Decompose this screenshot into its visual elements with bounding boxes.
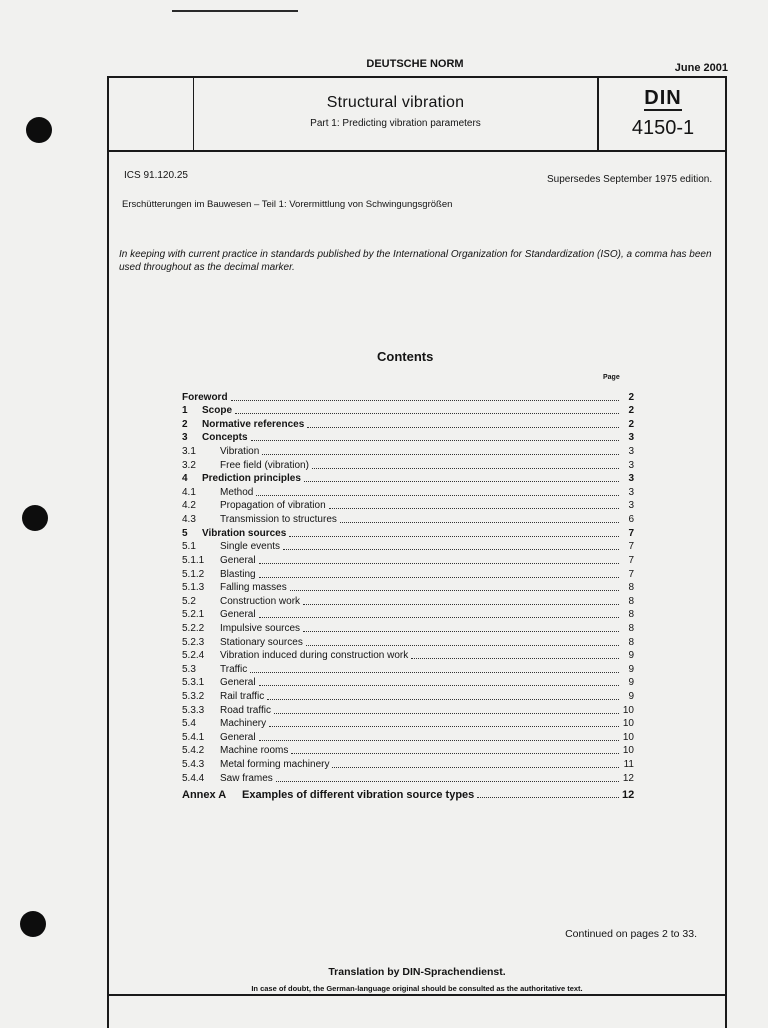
toc-entry-page: 12 <box>622 789 635 802</box>
scan-artifact-line <box>172 10 298 12</box>
toc-entry <box>182 621 634 635</box>
toc-entry <box>182 730 634 744</box>
toc-leader-dots <box>231 399 619 401</box>
toc-entry-title: Vibration sources <box>202 527 287 539</box>
toc-leader-dots <box>477 796 619 798</box>
toc-entry-number: 4 <box>182 473 188 485</box>
toc-entry-title: Normative references <box>202 418 305 430</box>
toc-entry <box>182 581 634 595</box>
toc-annex-entry <box>182 788 634 802</box>
toc-entry-number: 5.3.1 <box>182 677 205 689</box>
toc-entry-title: Road traffic <box>220 704 271 716</box>
toc-entry-number: 1 <box>182 405 188 417</box>
toc-entry-title: Vibration induced during construction work <box>220 650 409 662</box>
toc-entry-title: Method <box>220 486 254 498</box>
toc-entry-page: 7 <box>628 554 634 566</box>
toc-leader-dots <box>306 644 619 646</box>
contents-heading: Contents <box>377 349 434 364</box>
toc-leader-dots <box>250 671 619 673</box>
toc-entry-page: 7 <box>628 527 634 539</box>
toc-entry-number: 5.1.3 <box>182 582 205 594</box>
toc-entry-page: 3 <box>628 446 634 458</box>
toc-entry-page: 8 <box>628 636 634 648</box>
din-cell <box>597 78 727 150</box>
toc-entry <box>182 431 634 445</box>
toc-entry-number: 5.1.1 <box>182 554 205 566</box>
title-block <box>109 78 725 152</box>
toc-entry-page: 10 <box>622 704 634 716</box>
issue-date: June 2001 <box>674 62 728 74</box>
toc-leader-dots <box>304 480 619 482</box>
toc-entry-title: Examples of different vibration source types <box>242 789 475 802</box>
toc-entry-title: Metal forming machinery <box>220 759 330 771</box>
toc-entry-number: Annex A <box>182 789 227 802</box>
toc-entry <box>182 458 634 472</box>
toc-entry-number: 4.1 <box>182 486 196 498</box>
toc-entry <box>182 404 634 418</box>
toc-entry <box>182 540 634 554</box>
toc-entry-title: General <box>220 554 256 566</box>
toc-leader-dots <box>340 521 619 523</box>
punch-hole <box>22 505 48 531</box>
toc-entry-page: 7 <box>628 541 634 553</box>
toc-leader-dots <box>329 507 619 509</box>
toc-entry-page: 8 <box>628 595 634 607</box>
translation-note: Translation by DIN-Sprachendienst. <box>328 966 506 978</box>
toc-entry-title: Machinery <box>220 718 267 730</box>
toc-entry-page: 8 <box>628 622 634 634</box>
toc-entry-title: Machine rooms <box>220 745 289 757</box>
toc-entry-number: 5.2.1 <box>182 609 205 621</box>
document-frame <box>107 76 727 1028</box>
toc-entry <box>182 512 634 526</box>
toc-entry-number: 5.2.3 <box>182 636 205 648</box>
authoritative-text-note: In case of doubt, the German-language original should be consulted as the authoritative text. <box>251 984 583 993</box>
toc-entry <box>182 526 634 540</box>
toc-entry-number: 5.3 <box>182 663 196 675</box>
toc-entry-page: 7 <box>628 568 634 580</box>
toc-entry-page: 3 <box>628 459 634 471</box>
toc-entry-page: 8 <box>628 609 634 621</box>
toc-entry-page: 12 <box>622 772 634 784</box>
toc-leader-dots <box>303 630 619 632</box>
toc-entry-number: 5.2 <box>182 595 196 607</box>
toc-entry-number: 4.3 <box>182 514 196 526</box>
toc-entry-title: Rail traffic <box>220 691 265 703</box>
toc-entry-title: Falling masses <box>220 582 287 594</box>
toc-leader-dots <box>267 698 619 700</box>
bottom-rule <box>109 994 725 996</box>
toc-entry-number: 5.4 <box>182 718 196 730</box>
toc-entry-number: 5.4.3 <box>182 759 205 771</box>
toc-leader-dots <box>269 725 619 727</box>
toc-entry-page: 9 <box>628 677 634 689</box>
toc-entry-title: Traffic <box>220 663 248 675</box>
toc-leader-dots <box>259 616 619 618</box>
toc-leader-dots <box>411 657 619 659</box>
norm-label: DEUTSCHE NORM <box>366 58 464 70</box>
toc-entry <box>182 417 634 431</box>
document-subtitle: Part 1: Predicting vibration parameters <box>310 118 481 129</box>
toc-entry <box>182 757 634 771</box>
ics-code: ICS 91.120.25 <box>124 170 188 181</box>
toc-leader-dots <box>307 426 619 428</box>
toc-entry <box>182 717 634 731</box>
punch-hole <box>20 911 46 937</box>
german-title: Erschütterungen im Bauwesen – Teil 1: Vorermittlung von Schwingungsgrößen <box>122 199 453 210</box>
toc-entry <box>182 649 634 663</box>
toc-entry <box>182 676 634 690</box>
toc-entry-number: 3 <box>182 432 188 444</box>
toc-entry-number: 5.4.1 <box>182 731 205 743</box>
toc-leader-dots <box>283 548 619 550</box>
toc-entry-number: 5 <box>182 527 188 539</box>
toc-entry-page: 3 <box>628 486 634 498</box>
toc-entry <box>182 635 634 649</box>
toc-leader-dots <box>259 739 619 741</box>
table-of-contents <box>182 390 634 801</box>
toc-entry-title: Vibration <box>220 446 260 458</box>
toc-entry-page: 9 <box>628 650 634 662</box>
continued-note: Continued on pages 2 to 33. <box>565 928 697 940</box>
toc-entry <box>182 472 634 486</box>
toc-leader-dots <box>259 576 619 578</box>
toc-entry <box>182 567 634 581</box>
toc-entry <box>182 444 634 458</box>
toc-entry <box>182 499 634 513</box>
toc-entry-page: 2 <box>628 405 634 417</box>
toc-entry-page: 10 <box>622 745 634 757</box>
punch-hole <box>26 117 52 143</box>
document-title: Structural vibration <box>326 94 465 111</box>
toc-leader-dots <box>303 603 619 605</box>
toc-entry <box>182 662 634 676</box>
toc-entry <box>182 553 634 567</box>
toc-entry-title: Prediction principles <box>202 473 301 485</box>
toc-entry <box>182 771 634 785</box>
toc-entry-title: General <box>220 677 256 689</box>
toc-entry-number: 4.2 <box>182 500 196 512</box>
toc-leader-dots <box>259 684 619 686</box>
toc-entry-page: 11 <box>623 759 634 771</box>
toc-entry-page: 9 <box>628 691 634 703</box>
toc-entry-title: General <box>220 609 256 621</box>
toc-entry-number: 5.3.2 <box>182 691 205 703</box>
toc-entry-page: 10 <box>622 718 634 730</box>
toc-entry-title: Transmission to structures <box>220 514 337 526</box>
toc-entry <box>182 703 634 717</box>
empty-logo-cell <box>109 78 194 150</box>
toc-entry-number: 5.4.4 <box>182 772 205 784</box>
toc-entry-number: 5.1 <box>182 541 196 553</box>
toc-leader-dots <box>312 467 619 469</box>
toc-entry-title: Propagation of vibration <box>220 500 326 512</box>
toc-entry <box>182 689 634 703</box>
toc-entry-number: 3.2 <box>182 459 196 471</box>
toc-entry-title: General <box>220 731 256 743</box>
toc-entry <box>182 594 634 608</box>
toc-leader-dots <box>235 412 619 414</box>
toc-entry-title: Foreword <box>182 391 228 403</box>
toc-entry-number: 5.3.3 <box>182 704 205 716</box>
toc-entry-title: Scope <box>202 405 233 417</box>
toc-entry-number: 2 <box>182 418 188 430</box>
toc-entry-title: Stationary sources <box>220 636 303 648</box>
toc-entry-page: 8 <box>628 582 634 594</box>
toc-entry-number: 3.1 <box>182 446 196 458</box>
toc-entry-page: 9 <box>628 663 634 675</box>
toc-entry-title: Single events <box>220 541 281 553</box>
toc-leader-dots <box>290 589 619 591</box>
toc-leader-dots <box>289 535 619 537</box>
toc-entry <box>182 485 634 499</box>
toc-leader-dots <box>291 752 619 754</box>
supersedes-note: Supersedes September 1975 edition. <box>547 174 713 185</box>
page-column-label: Page <box>603 374 620 381</box>
toc-leader-dots <box>332 766 619 768</box>
toc-entry-title: Saw frames <box>220 772 273 784</box>
toc-leader-dots <box>256 494 619 496</box>
toc-entry-number: 5.2.4 <box>182 650 205 662</box>
toc-entry-number: 5.4.2 <box>182 745 205 757</box>
toc-entry-page: 2 <box>628 418 634 430</box>
toc-entry-page: 3 <box>628 432 634 444</box>
decimal-marker-note: In keeping with current practice in standards published by the International Organization for Standardization (ISO), a comma has been used throughout as the decimal marker. <box>119 249 712 273</box>
toc-entry-title: Blasting <box>220 568 256 580</box>
toc-entry <box>182 744 634 758</box>
toc-entry-title: Concepts <box>202 432 248 444</box>
toc-entry-page: 3 <box>628 500 634 512</box>
toc-entry-title: Free field (vibration) <box>220 459 309 471</box>
toc-entry-page: 10 <box>622 731 634 743</box>
din-logo: DIN <box>644 87 682 109</box>
toc-leader-dots <box>274 712 619 714</box>
document-number: 4150-1 <box>631 117 695 139</box>
toc-leader-dots <box>262 453 619 455</box>
toc-leader-dots <box>259 562 619 564</box>
toc-leader-dots <box>251 439 619 441</box>
toc-entry <box>182 390 634 404</box>
toc-entry-page: 6 <box>628 514 634 526</box>
toc-entry-title: Construction work <box>220 595 301 607</box>
toc-entry-number: 5.2.2 <box>182 622 205 634</box>
toc-entry-number: 5.1.2 <box>182 568 205 580</box>
toc-entry-title: Impulsive sources <box>220 622 301 634</box>
toc-leader-dots <box>276 780 619 782</box>
toc-entry <box>182 608 634 622</box>
title-cell <box>194 78 597 150</box>
toc-entry-page: 2 <box>628 391 634 403</box>
toc-entry-page: 3 <box>628 473 634 485</box>
